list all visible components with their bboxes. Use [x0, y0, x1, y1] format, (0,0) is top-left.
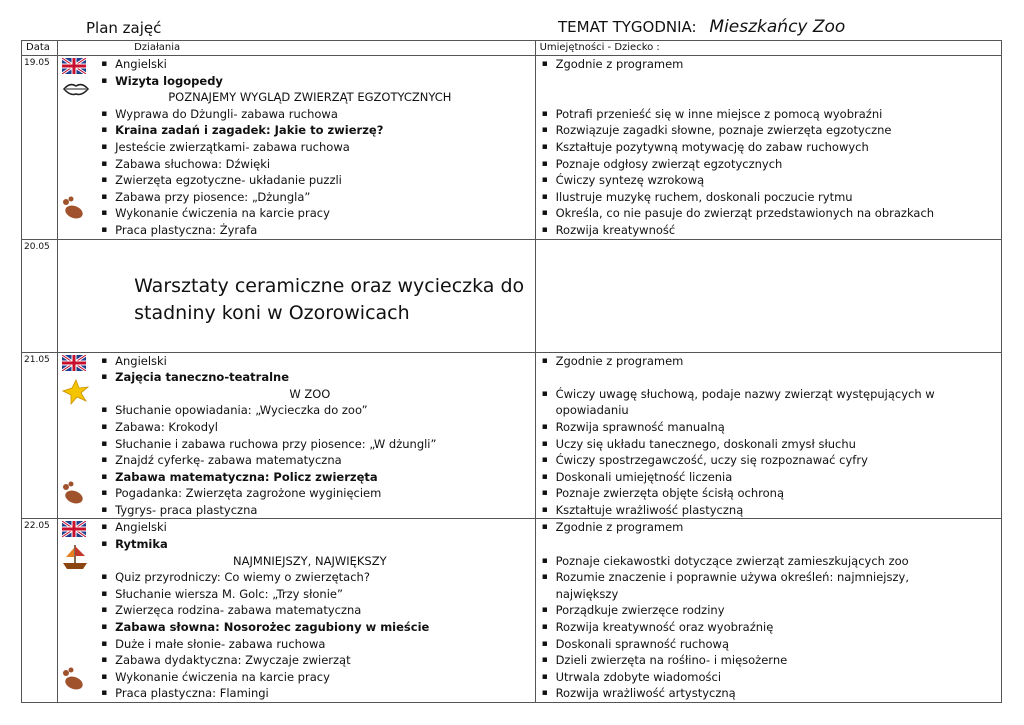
list-item: ▪ Zgodnie z programem [556, 519, 1001, 536]
list-item: ▪ Zabawa: Krokodyl [115, 419, 534, 436]
list-item: ▪ Kształtuje pozytywną motywację do zabaw ruchowych [556, 139, 1001, 156]
list-item: ▪ Porządkuje zwierzęce rodziny [556, 602, 1001, 619]
list-item: ▪ Poznaje zwierzęta objęte ścisłą ochroną [556, 485, 1001, 502]
list-item: ▪ Duże i małe słonie- zabawa ruchowa [115, 636, 534, 653]
table-header-row [22, 41, 1002, 56]
list-item: ▪ Poznaje ciekawostki dotyczące zwierząt zamieszkujących zoo [556, 553, 1001, 570]
list-gap [556, 73, 1001, 90]
activities-cell [58, 519, 535, 703]
footprint-icon [60, 667, 88, 693]
list-gap [556, 89, 1001, 106]
col-skills-header: Umiejętności - Dziecko : [535, 41, 1001, 56]
activities-cell [58, 56, 535, 240]
list-item: ▪ Angielski [115, 56, 534, 73]
activities-list [98, 519, 534, 702]
list-item: ▪ Słuchanie i zabawa ruchowa przy piosence: „W dżungli” [115, 436, 534, 453]
col-activities-header [58, 41, 535, 56]
col-activities-label: Działania [134, 42, 181, 53]
list-item: ▪ Poznaje odgłosy zwierząt egzotycznych [556, 156, 1001, 173]
list-item: ▪ Wykonanie ćwiczenia na karcie pracy [115, 205, 534, 222]
uk-flag-icon [62, 521, 86, 537]
list-item: ▪ Zwierzęca rodzina- zabawa matematyczna [115, 602, 534, 619]
activities-list [98, 56, 534, 239]
date-text: 19.05 [24, 58, 50, 68]
skills-cell [535, 519, 1001, 703]
uk-flag-icon [62, 58, 86, 74]
excursion-line: stadniny koni w Ozorowicach [134, 301, 410, 324]
list-item: ▪ Zgodnie z programem [556, 56, 1001, 73]
col-date-header: Data [22, 41, 58, 56]
list-item: ▪ Słuchanie wiersza M. Golc: „Trzy słonie” [115, 586, 534, 603]
list-item: ▪ Quiz przyrodniczy: Co wiemy o zwierzętach? [115, 569, 534, 586]
list-item: ▪ Ilustruje muzykę ruchem, doskonali poczucie rytmu [556, 189, 1001, 206]
plan-title: Plan zajęć [86, 19, 162, 37]
date-text: 21.05 [24, 354, 50, 365]
list-item: ▪ Ćwiczy spostrzegawczość, uczy się rozpoznawać cyfry [556, 452, 1001, 469]
list-item: ▪ Pogadanka: Zwierzęta zagrożone wyginięciem [115, 485, 534, 502]
activity-icons [58, 353, 98, 519]
activities-list [98, 353, 534, 519]
footprint-icon [60, 196, 88, 222]
list-item: ▪ Wykonanie ćwiczenia na karcie pracy [115, 669, 534, 686]
date-text: 20.05 [24, 241, 50, 252]
list-item: ▪ Potrafi przenieść się w inne miejsce z pomocą wyobraźni [556, 106, 1001, 123]
section-title: W ZOO [289, 386, 331, 401]
activity-icons [58, 56, 98, 239]
list-item: ▪ Rytmika [115, 536, 534, 553]
list-item: ▪ Wizyta logopedy [115, 73, 534, 90]
list-continuation: największy [555, 586, 619, 601]
list-item: ▪ Rozwija kreatywność oraz wyobraźnię [556, 619, 1001, 636]
list-item: ▪ Zabawa słowna: Nosorożec zagubiony w mieście [115, 619, 534, 636]
day-row [22, 239, 1002, 352]
day-date [22, 352, 58, 519]
day-row [22, 519, 1002, 703]
activity-icons [58, 519, 98, 702]
day-date [22, 239, 58, 352]
list-item: ▪ Uczy się układu tanecznego, doskonali zmysł słuchu [556, 436, 1001, 453]
ship-icon [60, 543, 90, 571]
footprint-icon [60, 481, 88, 507]
list-item: ▪ Kraina zadań i zagadek: Jakie to zwierzę? [115, 122, 534, 139]
uk-flag-icon [62, 355, 86, 371]
skills-cell [535, 56, 1001, 240]
list-item: ▪ Kształtuje wrażliwość plastyczną [556, 502, 1001, 519]
list-item: ▪ Rozwija sprawność manualną [556, 419, 1001, 436]
day-row [22, 56, 1002, 240]
skills-cell-empty [535, 239, 1001, 352]
list-item: ▪ Rozwija wrażliwość artystyczną [556, 685, 1001, 702]
section-title: NAJMNIEJSZY, NAJWIĘKSZY [233, 553, 387, 568]
list-item: ▪ Dzieli zwierzęta na rośłino- i mięsożerne [556, 652, 1001, 669]
list-item: ▪ Angielski [115, 519, 534, 536]
list-item: ▪ Tygrys- praca plastyczna [115, 502, 534, 519]
list-item: ▪ Utrwala zdobyte wiadomości [556, 669, 1001, 686]
excursion-line: Warsztaty ceramiczne oraz wycieczka do [134, 274, 525, 297]
day-row [22, 352, 1002, 519]
list-item: ▪ Zabawa matematyczna: Policz zwierzęta [115, 469, 534, 486]
day-date [22, 56, 58, 240]
week-theme [558, 17, 845, 37]
list-item: ▪ Wyprawa do Dżungli- zabawa ruchowa [115, 106, 534, 123]
list-item: ▪ Określa, co nie pasuje do zwierząt przedstawionych na obrazkach [556, 205, 1001, 222]
list-item: ▪ Rozwija kreatywność [556, 222, 1001, 239]
list-item: ▪ Zabawa dydaktyczna: Zwyczaje zwierząt [115, 652, 534, 669]
list-item: ▪ Ćwiczy uwagę słuchową, podaje nazwy zwierząt występujących w [556, 386, 1001, 403]
list-item: ▪ Angielski [115, 353, 534, 370]
activities-cell [58, 352, 535, 519]
list-item: ▪ Zajęcia taneczno-teatralne [115, 369, 534, 386]
theme-label: TEMAT TYGODNIA: [558, 18, 697, 36]
list-item: ▪ Doskonali umiejętność liczenia [556, 469, 1001, 486]
section-title: POZNAJEMY WYGLĄD ZWIERZĄT EGZOTYCZNYCH [168, 90, 452, 105]
list-item: ▪ Zwierzęta egzotyczne- układanie puzzli [115, 172, 534, 189]
date-text: 22.05 [24, 521, 50, 532]
list-item: ▪ Praca plastyczna: Żyrafa [115, 222, 534, 239]
lips-icon [62, 80, 90, 98]
list-item: ▪ Doskonali sprawność ruchową [556, 636, 1001, 653]
list-item: ▪ Ćwiczy syntezę wzrokową [556, 172, 1001, 189]
list-item: ▪ Jesteście zwierzątkami- zabawa ruchowa [115, 139, 534, 156]
list-item: ▪ Zabawa słuchowa: Dźwięki [115, 156, 534, 173]
excursion-cell [58, 239, 535, 352]
list-item: ▪ Rozumie znaczenie i poprawnie używa określeń: najmniejszy, [556, 569, 1001, 586]
skills-list [536, 353, 1001, 519]
sun-icon [62, 379, 90, 405]
plan-table [21, 40, 1002, 703]
skills-list [536, 519, 1001, 702]
list-item: ▪ Rozwiązuje zagadki słowne, poznaje zwierzęta egzotyczne [556, 122, 1001, 139]
excursion-text [58, 240, 534, 327]
list-item: ▪ Praca plastyczna: Flamingi [115, 685, 534, 702]
skills-cell [535, 352, 1001, 519]
list-item: ▪ Zgodnie z programem [556, 353, 1001, 370]
day-date [22, 519, 58, 703]
list-gap [556, 536, 1001, 553]
list-continuation: opowiadaniu [555, 403, 629, 418]
list-item: ▪ Znajdź cyferkę- zabawa matematyczna [115, 452, 534, 469]
list-gap [556, 369, 1001, 386]
list-item: ▪ Słuchanie opowiadania: „Wycieczka do zoo” [115, 402, 534, 419]
list-item: ▪ Zabawa przy piosence: „Dżungla” [115, 189, 534, 206]
skills-list [536, 56, 1001, 239]
theme-value: Mieszkańcy Zoo [709, 17, 846, 37]
